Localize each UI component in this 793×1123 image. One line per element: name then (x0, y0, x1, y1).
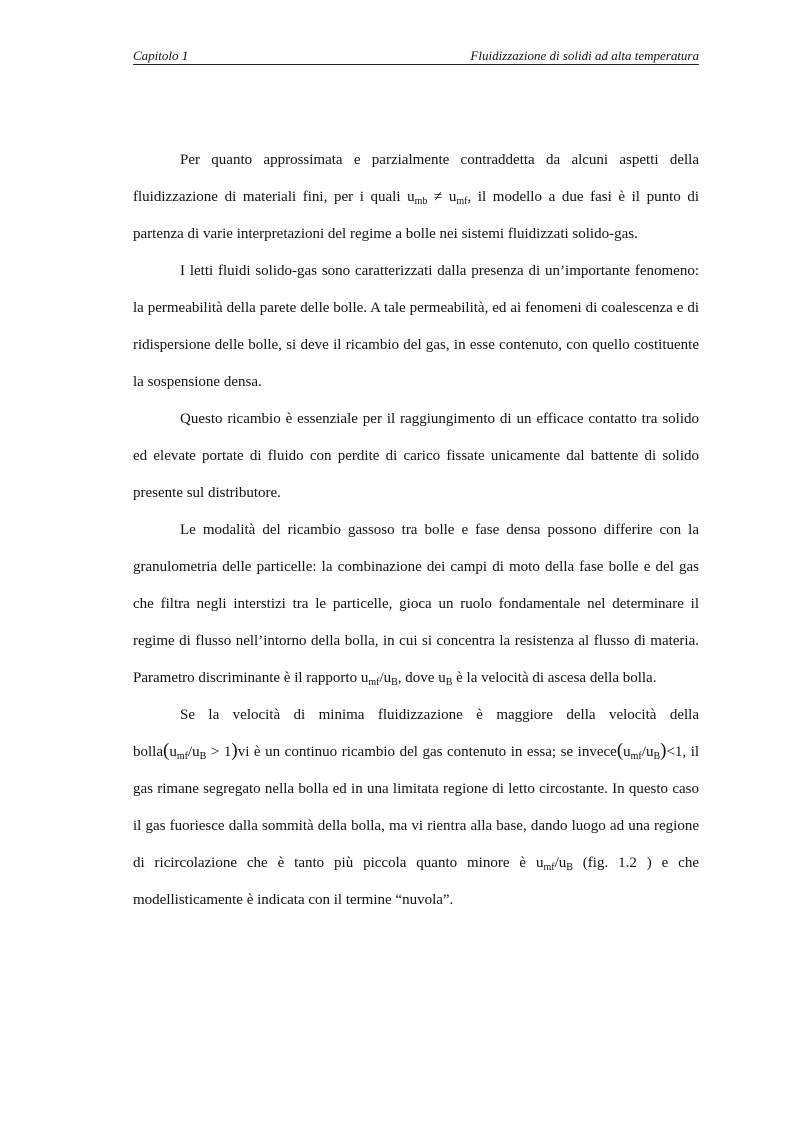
paragraph-1 (133, 142, 699, 253)
paragraph-4-text-c: è la velocità di ascesa della bolla. (452, 670, 657, 686)
paragraph-4-text-a: Le modalità del ricambio gassoso tra bolle e fase densa possono differire con la granulometria delle particelle: la combinazione dei campi di moto della fase bolle e del gas che filtra negli interstizi tra le particelle, gioca un ruolo fondamentale nel determinare il regime di flusso nell’intorno della bolla, in cui si concentra la resistenza al flusso di materia. Parametro discriminante è il rapporto (133, 522, 699, 686)
paragraph-5-text-c: <1, il gas rimane segregato nella bolla ed in una limitata regione di letto circostante. In questo caso il gas fuoriesce dalla sommità della bolla, ma vi rientra alla base, dando luogo ad una regione di ricircolazione che è tanto più piccola quanto minore è (133, 744, 700, 871)
paragraph-5-text-a: Se la velocità di minima fluidizzazione è maggiore della velocità della bolla (133, 707, 699, 760)
formula-umf-ub-ratio: $u_{mf}/u_B$ (535, 855, 573, 873)
paragraph-2: I letti fluidi solido-gas sono caratterizzati dalla presenza di un’importante fenomeno: la permeabilità della parete delle bolle. A tale permeabilità, ed ai fenomeni di coalescenza e di ridispersione delle bolle, si deve il ricambio del gas, in esse contenuto, con quello costituente la sospensione densa. (133, 263, 699, 390)
page-header (133, 47, 699, 65)
formula-umf-ub-paren: $(u_{mf}/u_B)$ (616, 740, 667, 762)
formula-umb-neq-umf: $u_{mb} \ne u_{mf}$ (407, 189, 468, 207)
formula-umf-ub-gt-1: $(u_{mf}/u_B > 1)$ (163, 740, 238, 762)
paragraph-1-text-a: Per quanto approssimata e parzialmente contraddetta da alcuni aspetti della fluidizzazione di materiali fini, per i quali (133, 152, 699, 205)
paragraph-4-text-b: , dove (397, 670, 439, 686)
chapter-label: Capitolo 1 (133, 48, 189, 63)
formula-umf-over-ub: $u_{mf}/u_B$ (360, 670, 398, 688)
body-text (133, 142, 699, 919)
paragraph-3: Questo ricambio è essenziale per il raggiungimento di un efficace contatto tra solido ed elevate portate di fluido con perdite di carico fissate unicamente dal battente di solido presente sul distributore. (133, 411, 699, 501)
paragraph-5-text-d: (fig. 1.2 ) e che modellisticamente è indicata con il termine “nuvola”. (133, 855, 699, 908)
paragraph-4 (133, 512, 699, 697)
paragraph-1-text-b: , il modello a due fasi è il punto di partenza di varie interpretazioni del regime a bolle nei sistemi fluidizzati solido-gas. (133, 189, 700, 242)
chapter-title: Fluidizzazione di solidi ad alta temperatura (470, 48, 699, 63)
formula-ub: $u_B$ (438, 670, 453, 688)
paragraph-5-text-b: vi è un continuo ricambio del gas contenuto in essa; se invece (237, 744, 617, 760)
paragraph-5 (133, 697, 699, 919)
